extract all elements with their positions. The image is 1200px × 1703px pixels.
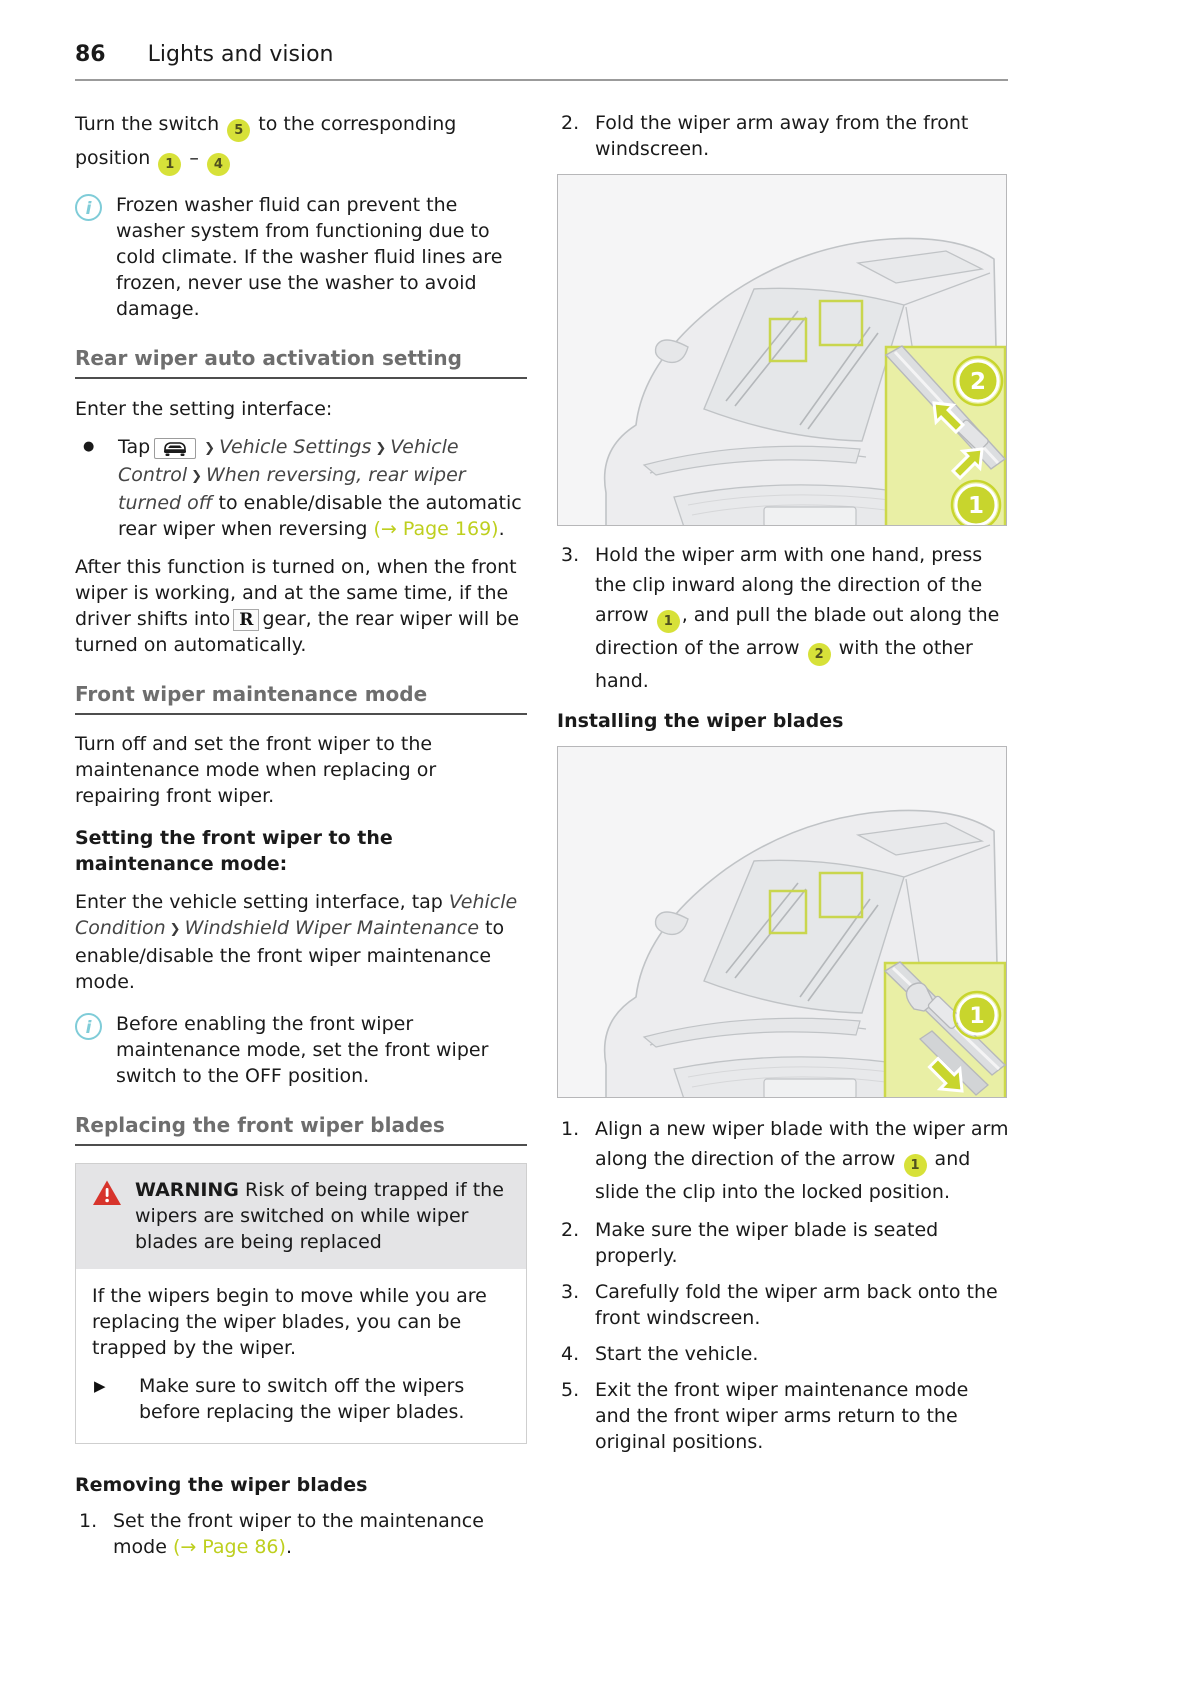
warning-header — [76, 1164, 526, 1269]
callout-1-badge — [954, 992, 1000, 1038]
warning-body-text: If the wipers begin to move while you are replacing the wiper blades, you can be trapped by the wiper. — [92, 1284, 487, 1359]
reverse-gear-badge: R — [233, 609, 259, 631]
installing-blades-subhead: Installing the wiper blades — [557, 710, 844, 732]
tap-item-text: to enable/disable the automatic rear wiper when reversing — [118, 491, 522, 540]
vehicle-menu-button[interactable] — [154, 438, 196, 459]
callout-2-badge — [954, 357, 1002, 405]
fold-arm-step — [557, 110, 1009, 162]
page-169-link[interactable]: (→ Page 169) — [373, 517, 499, 540]
hold-arm-text-end: with the other hand. — [595, 637, 973, 692]
setting-path-text: Enter the vehicle setting interface, tap — [75, 891, 449, 914]
intro-paragraph — [75, 108, 527, 176]
section-heading-replacing-blades: Replacing the front wiper blades — [75, 1113, 527, 1146]
info-note-off-position — [75, 1011, 527, 1089]
car-icon — [162, 440, 188, 457]
after-function-text-end: gear, the rear wiper will be turned on automatically. — [75, 607, 520, 656]
tap-label: Tap — [118, 435, 151, 458]
info-note-text: Before enabling the front wiper maintenance mode, set the front wiper switch to the OFF position. — [116, 1013, 489, 1088]
svg-text:1: 1 — [967, 493, 985, 519]
chevron-icon: ❯ — [169, 922, 181, 938]
page-number: 86 — [75, 42, 106, 67]
hold-arm-text: Hold the wiper arm with one hand, press the clip inward along the direction of the arrow — [595, 544, 983, 626]
step-number: 2. — [561, 112, 580, 134]
step-number: 4. — [561, 1343, 580, 1365]
step-number: 1. — [561, 1118, 580, 1140]
intro-text: Turn the switch — [75, 113, 226, 135]
detail-inset — [885, 962, 1005, 1098]
align-blade-step — [557, 1114, 1009, 1207]
menu-path-wiper-maintenance: Windshield Wiper Maintenance — [184, 917, 480, 940]
warning-action-text: Make sure to switch off the wipers before replacing the wiper blades. — [139, 1374, 465, 1423]
bullet-icon: ● — [83, 438, 95, 454]
exit-mode-text: Exit the front wiper maintenance mode and the front wiper arms return to the original positions. — [595, 1379, 969, 1453]
info-note-washer — [75, 192, 527, 322]
left-column — [75, 108, 527, 1560]
wiper-removal-figure — [557, 174, 1007, 526]
action-arrow-icon: ▶ — [94, 1376, 106, 1395]
removing-step-1 — [75, 1508, 527, 1560]
info-icon: i — [75, 194, 102, 221]
align-blade-text-end: and slide the clip into the locked position. — [595, 1148, 971, 1203]
step-number: 3. — [561, 544, 580, 566]
warning-action-item — [92, 1373, 510, 1425]
fold-back-step — [557, 1279, 1009, 1331]
page-header — [75, 42, 1008, 67]
step-number: 2. — [561, 1219, 580, 1241]
warning-headline — [135, 1177, 510, 1255]
warning-label: WARNING — [135, 1178, 239, 1201]
position-4-badge: 4 — [207, 153, 230, 176]
after-function-text: After this function is turned on, when the front wiper is working, and at the same time, if the driver shifts into — [75, 555, 517, 630]
setting-path-paragraph — [75, 889, 527, 995]
arrow-1-badge: 1 — [657, 610, 680, 633]
chevron-icon: ❯ — [375, 440, 387, 456]
chevron-icon: ❯ — [191, 468, 203, 484]
step-number: 5. — [561, 1379, 580, 1401]
info-icon: i — [75, 1013, 102, 1040]
license-plate — [764, 1079, 856, 1098]
fold-back-text: Carefully fold the wiper arm back onto the front windscreen. — [595, 1281, 998, 1329]
setting-path-text-end: to enable/disable the front wiper maintenance mode. — [75, 917, 505, 994]
start-vehicle-text: Start the vehicle. — [595, 1343, 759, 1365]
seated-text: Make sure the wiper blade is seated properly. — [595, 1219, 939, 1267]
step-number: 3. — [561, 1281, 580, 1303]
page-86-link[interactable]: (→ Page 86) — [172, 1535, 286, 1558]
arrow-2-badge: 2 — [808, 643, 831, 666]
menu-path-vehicle-settings: Vehicle Settings — [219, 435, 372, 458]
hold-arm-text-mid: , and pull the blade out along the direction of the arrow — [595, 604, 1000, 659]
removing-blades-subhead: Removing the wiper blades — [75, 1473, 368, 1496]
info-note-text: Frozen washer fluid can prevent the washer system from functioning due to cold climate. If the washer fluid lines are frozen, never use the washer to avoid damage. — [116, 194, 503, 320]
warning-body — [76, 1269, 526, 1443]
after-function-paragraph — [75, 554, 527, 658]
warning-box — [75, 1163, 527, 1444]
period: . — [498, 517, 505, 540]
maintenance-paragraph: Turn off and set the front wiper to the maintenance mode when replacing or repairing front wiper. — [75, 733, 437, 808]
chevron-icon: ❯ — [204, 440, 216, 456]
exit-mode-step — [557, 1377, 1009, 1455]
right-column — [557, 108, 1009, 1455]
align-blade-text: Align a new wiper blade with the wiper arm along the direction of the arrow — [595, 1118, 1009, 1170]
fold-arm-text: Fold the wiper arm away from the front windscreen. — [595, 112, 969, 160]
setting-maintenance-subhead: Setting the front wiper to the maintenance mode: — [75, 827, 393, 876]
warning-triangle-icon — [92, 1179, 122, 1255]
warning-headline-text: Risk of being trapped if the wipers are switched on while wiper blades are being replaced — [135, 1178, 504, 1253]
range-dash: – — [183, 147, 205, 169]
wiper-install-figure — [557, 746, 1007, 1098]
position-1-badge: 1 — [158, 153, 181, 176]
seated-step — [557, 1217, 1009, 1269]
step-number: 1. — [79, 1509, 98, 1532]
svg-text:1: 1 — [969, 1004, 985, 1029]
tap-menu-bullet — [75, 434, 527, 542]
section-heading-front-wiper-maintenance: Front wiper maintenance mode — [75, 682, 527, 715]
license-plate — [764, 507, 856, 526]
period: . — [285, 1535, 292, 1558]
arrow-1-badge: 1 — [904, 1154, 927, 1177]
menu-path-vehicle-control: Vehicle Control — [118, 435, 459, 486]
svg-text:2: 2 — [969, 369, 987, 395]
start-vehicle-step — [557, 1341, 1009, 1367]
enter-setting-paragraph: Enter the setting interface: — [75, 397, 333, 420]
header-rule — [75, 79, 1008, 81]
chapter-title: Lights and vision — [147, 42, 334, 67]
detail-inset — [886, 346, 1005, 526]
intro-text-mid: to the corresponding position — [75, 113, 457, 169]
hold-arm-step — [557, 540, 1009, 696]
removing-step-text: Set the front wiper to the maintenance mode — [113, 1509, 484, 1558]
menu-path-vehicle-condition: Vehicle Condition — [75, 891, 518, 940]
section-heading-rear-wiper: Rear wiper auto activation setting — [75, 346, 527, 379]
switch-5-badge: 5 — [227, 119, 250, 142]
menu-path-when-reversing: When reversing, rear wiper turned off — [118, 463, 466, 514]
